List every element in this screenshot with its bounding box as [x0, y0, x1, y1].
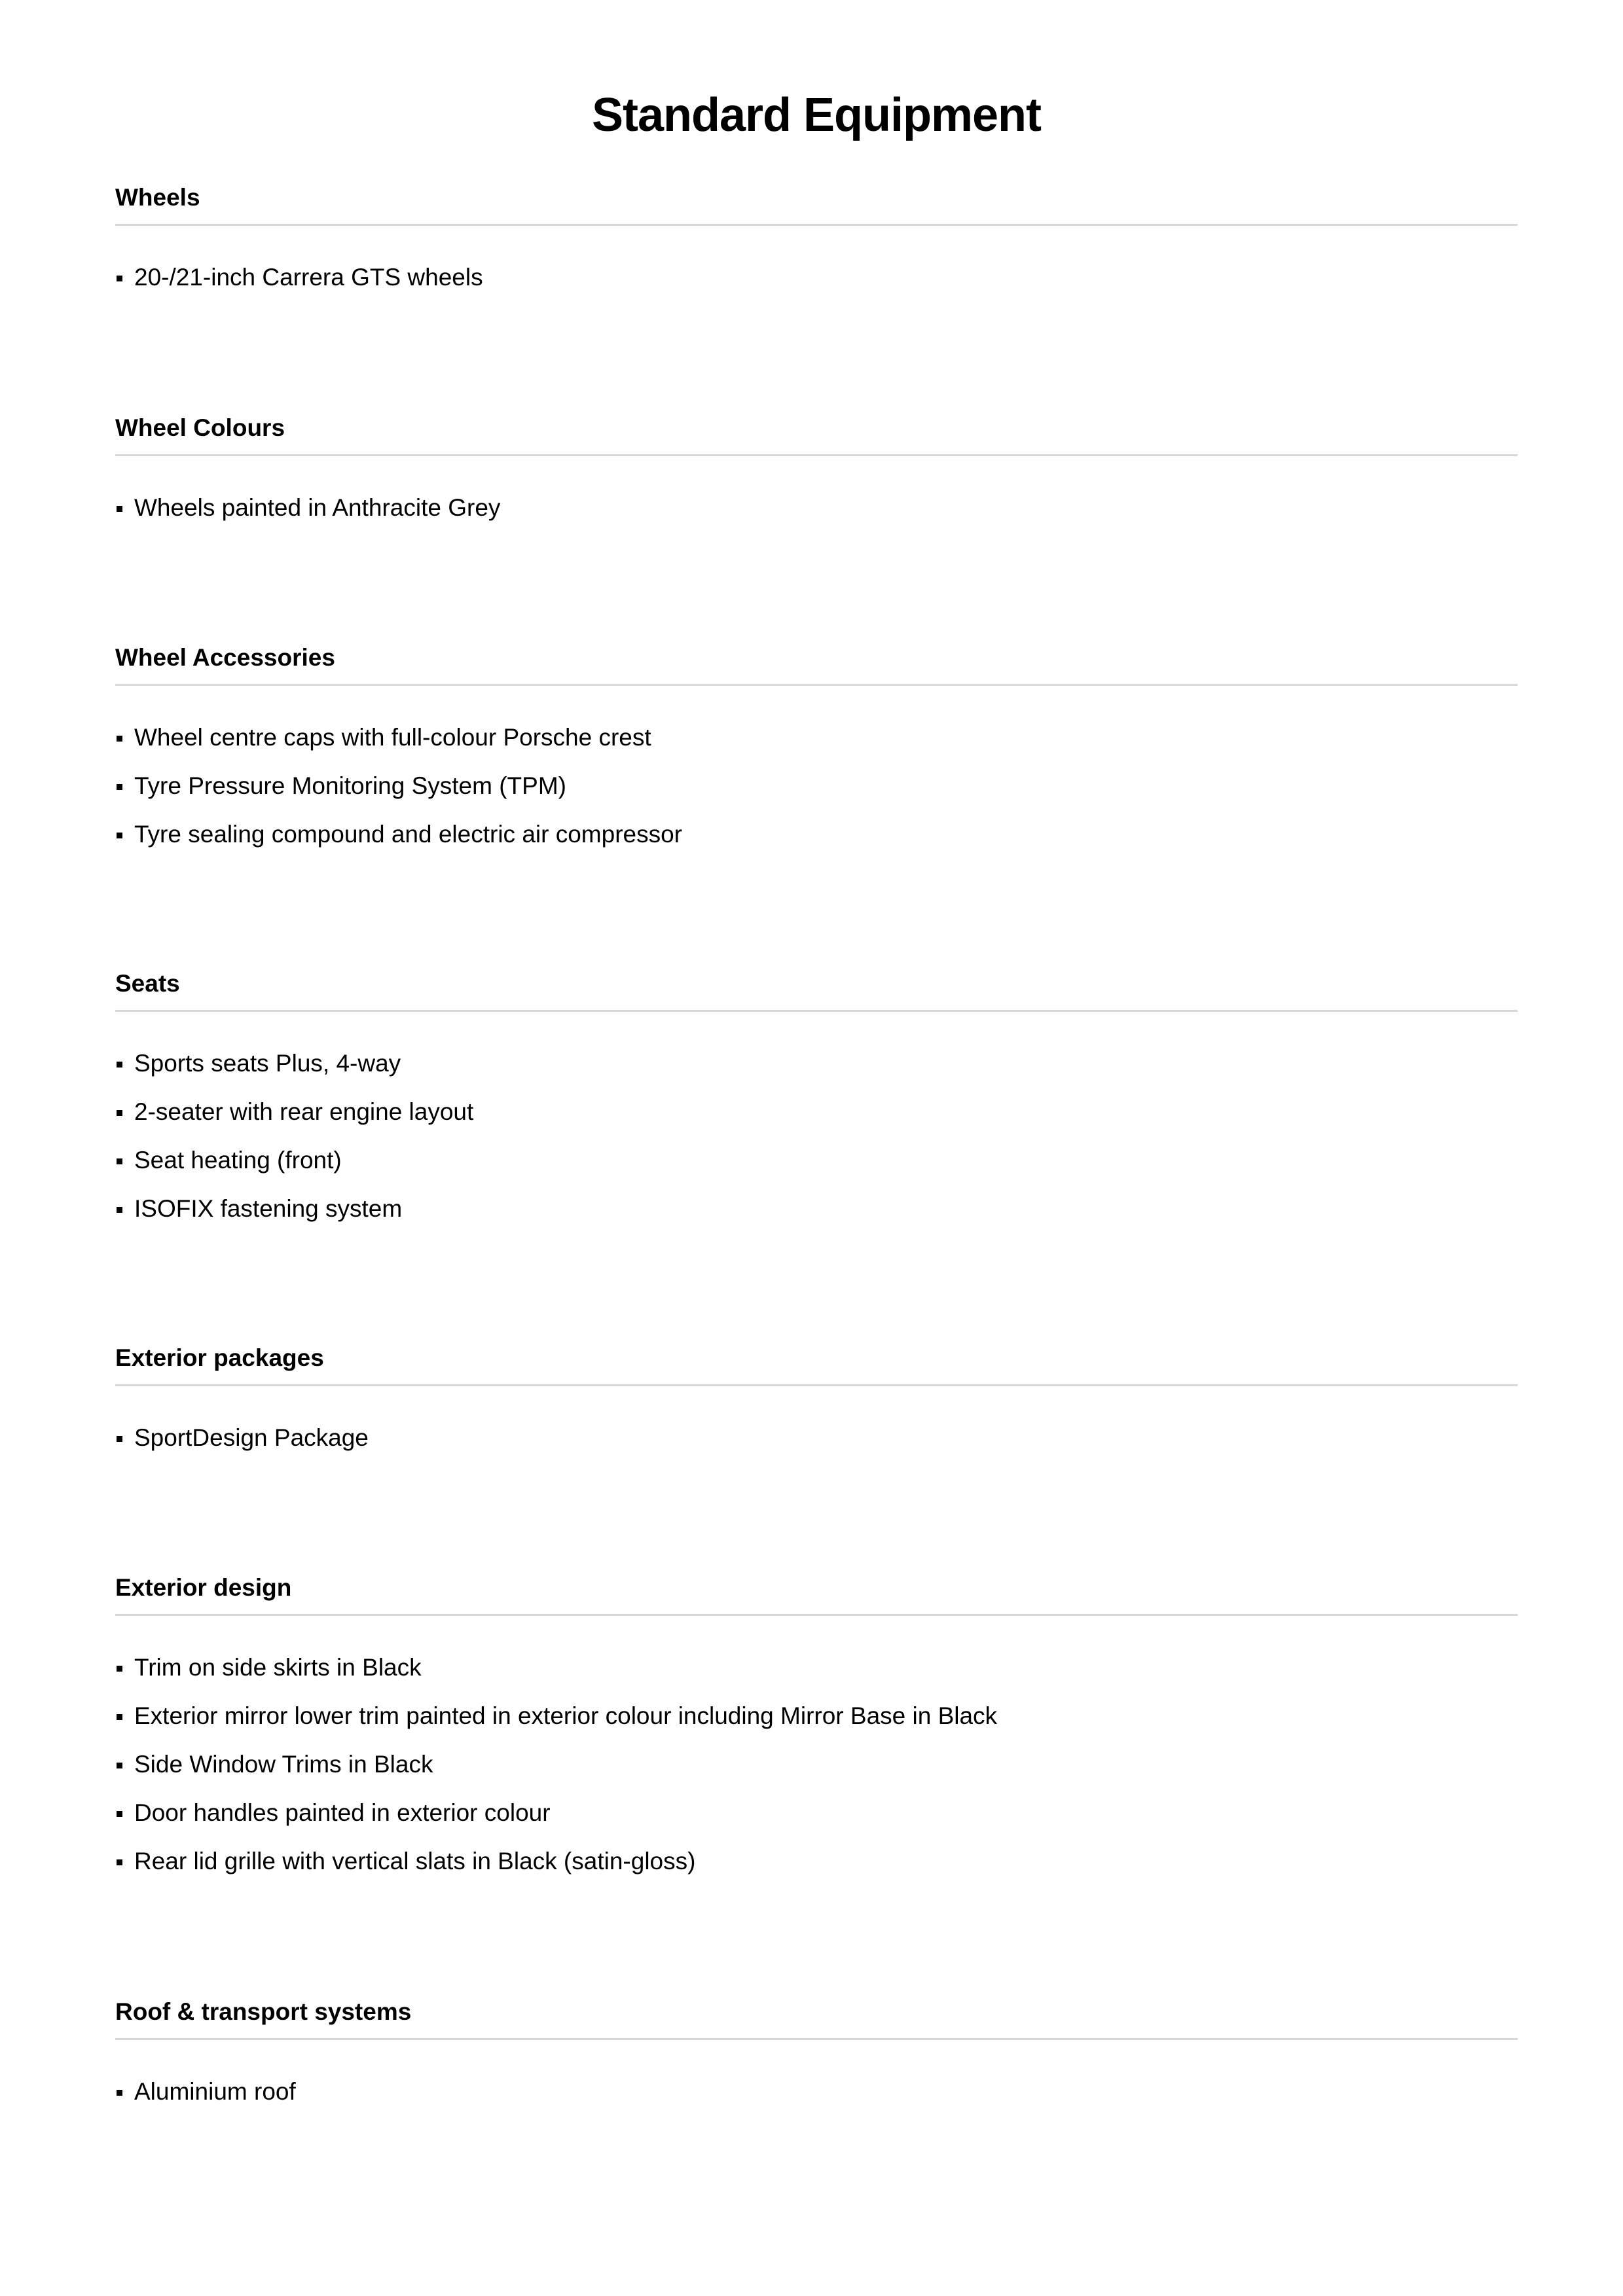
- list-item: [115, 762, 1518, 810]
- section-wheel-accessories: [115, 632, 1518, 859]
- section-divider: [115, 454, 1518, 456]
- list-item: [115, 1789, 1518, 1837]
- section-title: Wheel Accessories: [115, 644, 335, 671]
- item-list: [115, 2068, 1518, 2116]
- section-divider: [115, 1614, 1518, 1616]
- section-roof-transport-systems: [115, 1986, 1518, 2116]
- section-title: Roof & transport systems: [115, 1998, 412, 2025]
- item-text: SportDesign Package: [134, 1424, 369, 1451]
- item-list: [115, 484, 1518, 532]
- item-text: Door handles painted in exterior colour: [134, 1799, 551, 1826]
- bullet-icon: [117, 1666, 122, 1672]
- section-title: Seats: [115, 970, 180, 997]
- list-item: [115, 1692, 1518, 1740]
- bullet-icon: [117, 1062, 122, 1067]
- list-item: [115, 713, 1518, 762]
- bullet-icon: [117, 1436, 122, 1442]
- item-text: Rear lid grille with vertical slats in Black (satin-gloss): [134, 1848, 696, 1874]
- item-text: Tyre sealing compound and electric air compressor: [134, 821, 682, 848]
- section-divider: [115, 224, 1518, 226]
- section-exterior-design: [115, 1562, 1518, 1886]
- section-seats: [115, 958, 1518, 1233]
- section-title: Wheel Colours: [115, 414, 285, 441]
- item-text: Seat heating (front): [134, 1147, 342, 1174]
- section-wheel-colours: [115, 402, 1518, 532]
- bullet-icon: [117, 1763, 122, 1768]
- item-text: Trim on side skirts in Black: [134, 1654, 422, 1681]
- bullet-icon: [117, 2090, 122, 2096]
- bullet-icon: [117, 736, 122, 742]
- item-text: Wheels painted in Anthracite Grey: [134, 494, 501, 521]
- section-divider: [115, 2038, 1518, 2040]
- item-text: Exterior mirror lower trim painted in exterior colour including Mirror Base in Black: [134, 1702, 998, 1729]
- list-item: [115, 1136, 1518, 1185]
- item-text: Wheel centre caps with full-colour Porsche crest: [134, 724, 651, 751]
- bullet-icon: [117, 1811, 122, 1817]
- list-item: [115, 810, 1518, 859]
- section-title: Exterior design: [115, 1574, 292, 1601]
- section-title: Exterior packages: [115, 1344, 324, 1371]
- bullet-icon: [117, 1714, 122, 1720]
- list-item: [115, 1643, 1518, 1692]
- document-page: [115, 0, 1518, 2105]
- list-item: [115, 1837, 1518, 1886]
- bullet-icon: [117, 506, 122, 512]
- item-text: Aluminium roof: [134, 2078, 296, 2105]
- item-text: Side Window Trims in Black: [134, 1751, 433, 1778]
- item-list: [115, 713, 1518, 859]
- item-list: [115, 1414, 1518, 1462]
- section-title: Wheels: [115, 184, 200, 211]
- bullet-icon: [117, 784, 122, 790]
- section-divider: [115, 1384, 1518, 1386]
- list-item: [115, 1414, 1518, 1462]
- list-item: [115, 1185, 1518, 1233]
- section-divider: [115, 684, 1518, 686]
- section-exterior-packages: [115, 1332, 1518, 1462]
- item-text: ISOFIX fastening system: [134, 1195, 403, 1222]
- section-divider: [115, 1010, 1518, 1012]
- list-item: [115, 484, 1518, 532]
- section-wheels: [115, 171, 1518, 302]
- bullet-icon: [117, 1110, 122, 1116]
- item-text: 20-/21-inch Carrera GTS wheels: [134, 264, 483, 291]
- bullet-icon: [117, 1859, 122, 1865]
- page-title: Standard Equipment: [591, 89, 1042, 141]
- item-text: Tyre Pressure Monitoring System (TPM): [134, 772, 566, 799]
- item-text: Sports seats Plus, 4-way: [134, 1050, 401, 1077]
- item-list: [115, 1039, 1518, 1233]
- list-item: [115, 1088, 1518, 1136]
- bullet-icon: [117, 276, 122, 281]
- list-item: [115, 1039, 1518, 1088]
- list-item: [115, 2068, 1518, 2116]
- item-text: 2-seater with rear engine layout: [134, 1098, 474, 1125]
- list-item: [115, 1740, 1518, 1789]
- bullet-icon: [117, 833, 122, 838]
- item-list: [115, 1643, 1518, 1886]
- bullet-icon: [117, 1207, 122, 1213]
- list-item: [115, 253, 1518, 302]
- item-list: [115, 253, 1518, 302]
- bullet-icon: [117, 1158, 122, 1164]
